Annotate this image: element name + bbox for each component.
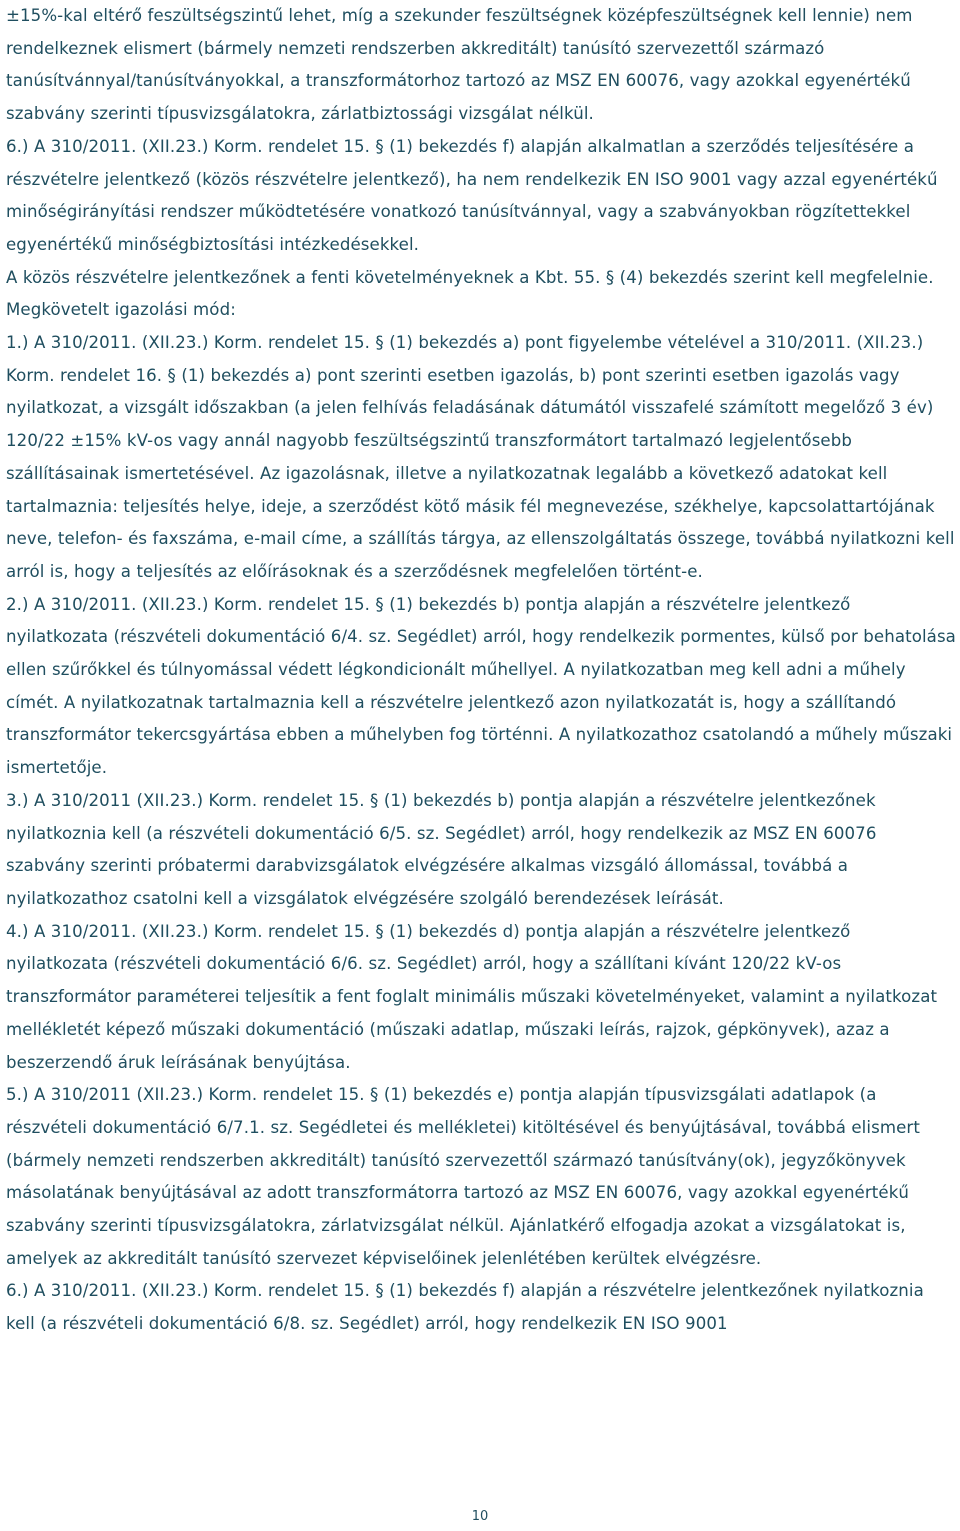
paragraph-quality-management-requirement: 6.) A 310/2011. (XII.23.) Korm. rendelet 15. § (1) bekezdés f) alapján alkalmatlan a szerződés teljesítésére a részvételre jelentkező (közös részvételre jelentkező), ha nem rendelkezik EN ISO 9001 vagy azzal egyenértékű minőségirányítási rendszer működtetésére vonatkozó tanúsítvánnyal, vagy a szabványokban rögzítettekkel egyenértékű minőségbiztosítási intézkedésekkel.: [6, 136, 938, 254]
paragraph-proof-item-1: 1.) A 310/2011. (XII.23.) Korm. rendelet 15. § (1) bekezdés a) pont figyelembe vételével a 310/2011. (XII.23.) Korm. rendelet 16. § (1) bekezdés a) pont szerinti esetben igazolás, b) pont szerinti esetben igazolás vagy nyilatkozat, a vizsgált időszakban (a jelen felhívás feladásának dátumától visszafelé számított megelőző 3 év) 120/22 ±15% kV-os vagy annál nagyobb feszültségszintű transzformátort tartalmazó legjelentősebb szállításainak ismertetésével. Az igazolásnak, illetve a nyilatkozatnak legalább a következő adatokat kell tartalmaznia: teljesítés helye, ideje, a szerződést kötő másik fél megnevezése, székhelye, kapcsolattartójának neve, telefon- és faxszáma, e-mail címe, a szállítás tárgya, az ellenszolgáltatás összege, továbbá nyilatkozni kell arról is, hogy a teljesítés az előírásoknak és a szerződésnek megfelelően történt-e.: [6, 333, 955, 581]
document-body: [6, 0, 956, 1341]
document-page: [6, 0, 956, 1341]
paragraph-proof-item-5: 5.) A 310/2011 (XII.23.) Korm. rendelet 15. § (1) bekezdés e) pontja alapján típusvizsgálati adatlapok (a részvételi dokumentáció 6/7.1. sz. Segédletei és mellékletei) kitöltésével és benyújtásával, továbbá elismert (bármely nemzeti rendszerben akkreditált) tanúsító szervezettől származó tanúsítvány(ok), jegyzőkönyvek másolatának benyújtásával az adott transzformátorra tartozó az MSZ EN 60076, vagy azokkal egyenértékű szabvány szerinti típusvizsgálatokra, zárlatvizsgálat nélkül. Ajánlatkérő elfogadja azokat a vizsgálatokat is, amelyek az akkreditált tanúsító szervezet képviselőinek jelenlétében kerültek elvégzésre.: [6, 1085, 920, 1268]
paragraph-proof-item-4: 4.) A 310/2011. (XII.23.) Korm. rendelet 15. § (1) bekezdés d) pontja alapján a részvételre jelentkező nyilatkozata (részvételi dokumentáció 6/6. sz. Segédlet) arról, hogy a szállítani kívánt 120/22 kV-os transzformátor paraméterei teljesítik a fent foglalt minimális műszaki követelményeket, valamint a nyilatkozat mellékletét képező műszaki dokumentáció (műszaki adatlap, műszaki leírás, rajzok, gépkönyvek), azaz a beszerzendő áruk leírásának benyújtása.: [6, 921, 938, 1072]
paragraph-proof-item-2: 2.) A 310/2011. (XII.23.) Korm. rendelet 15. § (1) bekezdés b) pontja alapján a részvételre jelentkező nyilatkozata (részvételi dokumentáció 6/4. sz. Segédlet) arról, hogy rendelkezik pormentes, külső por behatolása ellen szűrőkkel és túlnyomással védett légkondicionált műhellyel. A nyilatkozatban meg kell adni a műhely címét. A nyilatkozatnak tartalmaznia kell a részvételre jelentkező azon nyilatkozatát is, hogy a szállítandó transzformátor tekercsgyártása ebben a műhelyben fog történni. A nyilatkozathoz csatolandó a műhely műszaki ismertetője.: [6, 594, 956, 778]
paragraph-joint-applicant-compliance: A közös részvételre jelentkezőnek a fenti követelményeknek a Kbt. 55. § (4) bekezdés szerint kell megfelelnie.: [6, 267, 934, 287]
paragraph-proof-item-3: 3.) A 310/2011 (XII.23.) Korm. rendelet 15. § (1) bekezdés b) pontja alapján a részvételre jelentkezőnek nyilatkoznia kell (a részvételi dokumentáció 6/5. sz. Segédlet) arról, hogy rendelkezik az MSZ EN 60076 szabvány szerinti próbatermi darabvizsgálatok elvégzésére alkalmas vizsgáló állomással, továbbá a nyilatkozathoz csatolni kell a vizsgálatok elvégzésére szolgáló berendezések leírását.: [6, 790, 877, 908]
page-number: 10: [471, 1509, 489, 1524]
paragraph-transformer-certification-continued: ±15%-kal eltérő feszültségszintű lehet, míg a szekunder feszültségnek középfeszültségnek kell lennie) nem rendelkeznek elismert (bármely nemzeti rendszerben akkreditált) tanúsító szervezettől származó tanúsítvánnyal/tanúsítványokkal, a transzformátorhoz tartozó az MSZ EN 60076, vagy azokkal egyenértékű szabvány szerinti típusvizsgálatokra, zárlatbiztossági vizsgálat nélkül.: [6, 6, 913, 124]
paragraph-proof-item-6: 6.) A 310/2011. (XII.23.) Korm. rendelet 15. § (1) bekezdés f) alapján a részvételre jelentkezőnek nyilatkoznia kell (a részvételi dokumentáció 6/8. sz. Segédlet) arról, hogy rendelkezik EN ISO 9001: [6, 1281, 924, 1334]
paragraph-required-proof-heading: Megkövetelt igazolási mód:: [6, 300, 236, 320]
